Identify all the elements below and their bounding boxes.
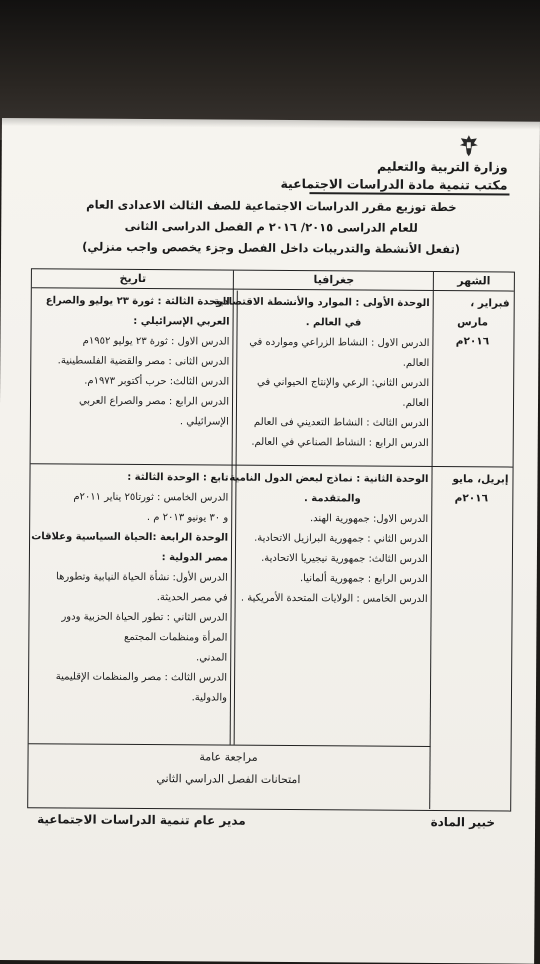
lesson-line: الدرس الاول : ثورة ٢٣ يوليو ١٩٥٢م <box>82 335 230 348</box>
review-exams: امتحانات الفصل الدراسي الثاني <box>156 772 301 787</box>
month-line: ٢٠١٦م <box>455 335 490 348</box>
schedule-table <box>27 268 515 811</box>
unit-heading: العربي الإسرائيلي : <box>133 315 230 328</box>
signature-director: مدير عام تنمية الدراسات الاجتماعية <box>37 812 246 828</box>
plan-note: (تفعل الأنشطة والتدريبات داخل الفصل وجزء يخصص واجب منزلي) <box>82 239 461 257</box>
lesson-line: في مصر الحديثة. <box>156 592 228 604</box>
col-divider-month <box>429 272 434 809</box>
document-page <box>0 118 540 964</box>
header-geography: جغرافيا <box>313 273 355 287</box>
month-line: إبريل، مايو <box>452 473 509 486</box>
row1-geography <box>213 293 430 454</box>
month-line: فبراير ، <box>470 297 510 310</box>
unit-heading: في العالم . <box>305 317 362 329</box>
signature-expert: خبير المادة <box>430 815 496 830</box>
row2-geography <box>229 469 429 610</box>
unit-heading: الوحدة الرابعة :الحياة السياسية وعلاقات <box>31 531 229 544</box>
ministry-name: وزارة التربية والتعليم <box>376 158 508 175</box>
lesson-line: الدرس الثاني : تطور الحياة الحزبية ودور <box>61 611 228 624</box>
lesson-line: الدرس الأول: نشأة الحياة النيابية وتطورها <box>56 571 228 584</box>
office-underline <box>309 192 509 195</box>
lesson-line: والدولية. <box>191 692 227 704</box>
unit-heading: والمتقدمة . <box>303 493 361 505</box>
lesson-line: الدرس الخامس : ثورتا٢٥ يناير ٢٠١١م <box>73 491 229 504</box>
lesson-line: الدرس الثالث : النشاط التعديني فى العالم <box>253 416 429 429</box>
lesson-line: العالم. <box>402 357 430 369</box>
lesson-line: الإسرائيلي . <box>179 416 229 428</box>
row2-history <box>31 467 229 708</box>
header-history: تاريخ <box>119 271 147 286</box>
row2-month <box>434 470 508 509</box>
lesson-line: العالم. <box>402 397 430 409</box>
row1-month <box>435 294 509 352</box>
unit-heading: الوحدة الثالثة : ثورة ٢٣ يوليو والصراع <box>45 295 230 308</box>
unit-heading: الوحدة الثانية : نماذج لبعض الدول النامية <box>229 472 429 485</box>
unit-heading: الوحدة الأولى : الموارد والأنشطة الاقتصادية <box>213 296 430 309</box>
document-header <box>29 130 509 203</box>
unit-heading: مصر الدولية : <box>161 552 228 564</box>
plan-title: خطة توزيع مقرر الدراسات الاجتماعية للصف الثالث الاعدادى العام <box>86 197 457 215</box>
lesson-line: الدرس الثانى : مصر والقضية الفلسطينية. <box>57 355 230 368</box>
lesson-line: و ٣٠ يونيو ٢٠١٣ م . <box>146 512 229 524</box>
lesson-line: الدرس الرابع : مصر والصراع العربي <box>78 395 230 408</box>
review-block <box>28 745 428 792</box>
header-month: الشهر <box>457 274 491 288</box>
review-title: مراجعة عامة <box>199 750 258 764</box>
lesson-line: الدرس الثاني: الرعي والإنتاج الحيواني في <box>256 376 430 389</box>
plan-year: للعام الدراسى ٢٠١٥/ ٢٠١٦ م الفصل الدراسى الثانى <box>124 218 418 235</box>
office-name: مكتب تنمية مادة الدراسات الاجتماعية <box>280 175 508 193</box>
lesson-line: الدرس الرابع : النشاط الصناعي في العالم. <box>251 436 429 449</box>
lesson-line: الدرس الثاني : جمهورية البرازيل الاتحادية. <box>254 532 429 545</box>
lesson-line: الدرس الاول : النشاط الزراعي وموارده في <box>249 336 430 349</box>
month-line: مارس <box>457 316 489 329</box>
lesson-line: الدرس الخامس : الولايات المتحدة الأمريكية . <box>240 592 428 605</box>
lesson-line: المرأة ومنظمات المجتمع <box>123 631 228 644</box>
lesson-line: الدرس الثالث: جمهورية نيجيريا الاتحادية. <box>261 552 428 565</box>
lesson-line: الدرس الاول: جمهورية الهند. <box>309 513 429 525</box>
lesson-line: المدني. <box>196 652 228 664</box>
lesson-line: الدرس الثالث: حرب أكتوبر ١٩٧٣م. <box>84 375 230 388</box>
month-line: ٢٠١٦م <box>454 492 489 505</box>
eagle-emblem-icon <box>458 133 480 157</box>
plan-titles <box>21 194 521 260</box>
lesson-line: الدرس الثالث : مصر والمنظمات الإقليمية <box>55 671 228 684</box>
lesson-line: الدرس الرابع : جمهورية ألمانيا. <box>299 573 428 585</box>
unit-heading: تابع : الوحدة الثالثة : <box>127 471 229 484</box>
row1-history <box>37 291 230 432</box>
